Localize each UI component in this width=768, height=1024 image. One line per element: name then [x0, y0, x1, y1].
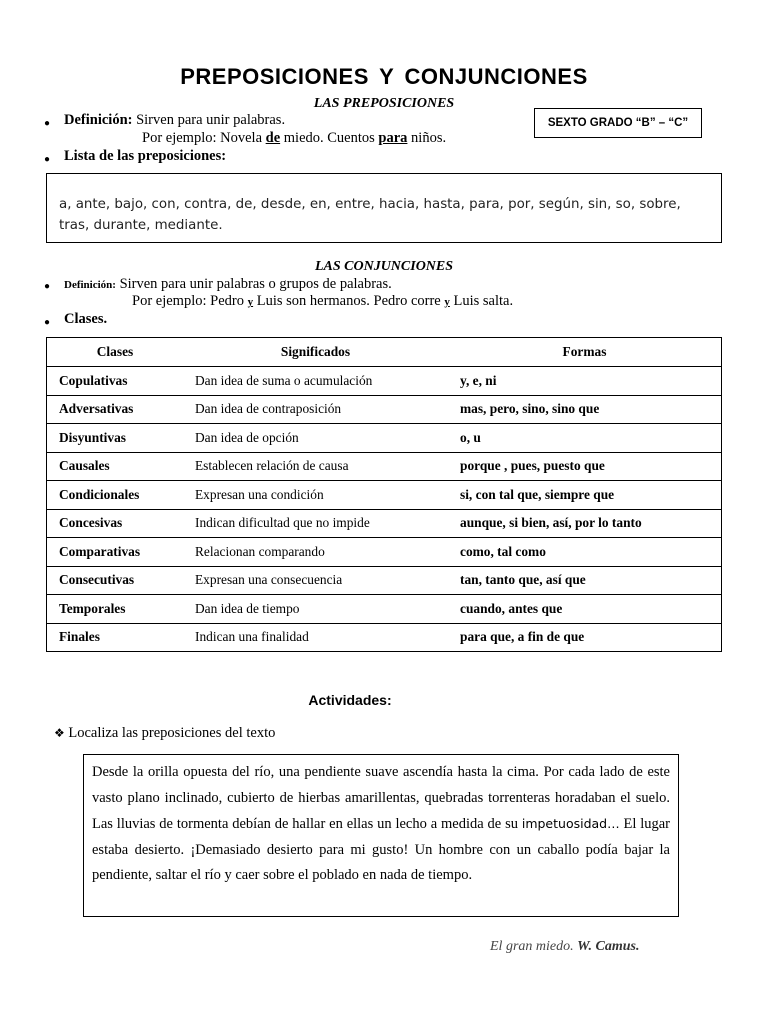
prep-example-prefix: Por ejemplo: Novela	[142, 130, 263, 146]
header-formas: Formas	[448, 338, 722, 367]
reading-text-part2: El lugar estaba desierto. ¡Demasiado desierto para mi gusto! Un hombre con un caballo podía bajar la pendiente, saltar el río y caer sobre el poblado en nada de tiempo.	[92, 816, 671, 883]
prep-definition	[64, 112, 285, 129]
table-cell-formas: porque , pues, puesto que	[448, 452, 722, 481]
table-cell-clase: Disyuntivas	[47, 424, 184, 453]
table-row	[47, 424, 722, 453]
table-cell-formas: mas, pero, sino, sino que	[448, 395, 722, 424]
table-cell-clase: Concesivas	[47, 509, 184, 538]
table-cell-clase: Condicionales	[47, 481, 184, 510]
conj-example-prefix: Por ejemplo: Pedro	[132, 293, 244, 309]
table-row	[47, 623, 722, 652]
table-cell-clase: Consecutivas	[47, 566, 184, 595]
prep-example-suffix: niños.	[411, 130, 447, 146]
table-cell-formas: o, u	[448, 424, 722, 453]
grade-label: SEXTO GRADO “B” – “C”	[534, 108, 702, 138]
bullet-icon: ●	[44, 154, 51, 165]
prep-example-mid: miedo. Cuentos	[283, 130, 375, 146]
prep-list: a, ante, bajo, con, contra, de, desde, en, entre, hacia, hasta, para, por, según, sin, so, sobre, tras, durante, mediante.	[46, 173, 722, 243]
prep-example-word2: para	[378, 130, 408, 146]
table-cell-significado: Dan idea de opción	[183, 424, 448, 453]
table-row	[47, 395, 722, 424]
table-cell-significado: Expresan una consecuencia	[183, 566, 448, 595]
table-cell-significado: Dan idea de tiempo	[183, 595, 448, 624]
prep-def-label: Definición:	[64, 112, 133, 128]
table-cell-significado: Establecen relación de causa	[183, 452, 448, 481]
bullet-icon: ●	[44, 118, 51, 129]
table-cell-formas: si, con tal que, siempre que	[448, 481, 722, 510]
conj-example-suffix: Luis salta.	[453, 293, 514, 309]
table-cell-formas: aunque, si bien, así, por lo tanto	[448, 509, 722, 538]
table-row	[47, 481, 722, 510]
prep-example	[142, 130, 446, 147]
table-cell-clase: Temporales	[47, 595, 184, 624]
table-cell-formas: para que, a fin de que	[448, 623, 722, 652]
table-cell-formas: como, tal como	[448, 538, 722, 567]
conj-example-word2: y	[444, 296, 450, 308]
table-cell-clase: Copulativas	[47, 367, 184, 396]
table-row	[47, 538, 722, 567]
table-row	[47, 452, 722, 481]
table-row	[47, 509, 722, 538]
table-cell-significado: Indican dificultad que no impide	[183, 509, 448, 538]
activity-instruction-text: Localiza las preposiciones del texto	[68, 725, 276, 741]
diamond-bullet-icon: ❖	[54, 726, 65, 740]
preposiciones-heading: LAS PREPOSICIONES	[313, 96, 455, 111]
table-cell-significado: Expresan una condición	[183, 481, 448, 510]
conj-def-text: Sirven para unir palabras o grupos de palabras.	[119, 276, 392, 292]
table-cell-formas: y, e, ni	[448, 367, 722, 396]
conj-definition	[64, 276, 392, 293]
conj-example-mid: Luis son hermanos. Pedro corre	[256, 293, 441, 309]
conj-example	[132, 293, 513, 310]
prep-def-text: Sirven para unir palabras.	[136, 112, 286, 128]
table-cell-significado: Relacionan comparando	[183, 538, 448, 567]
table-cell-clase: Comparativas	[47, 538, 184, 567]
table-cell-formas: tan, tanto que, así que	[448, 566, 722, 595]
bullet-icon: ●	[44, 281, 51, 292]
conjunciones-heading: LAS CONJUNCIONES	[314, 259, 454, 274]
prep-list-label: Lista de las preposiciones:	[64, 148, 227, 164]
table-row	[47, 367, 722, 396]
table-header-row	[47, 338, 722, 367]
header-significados: Significados	[183, 338, 448, 367]
table-cell-clase: Causales	[47, 452, 184, 481]
reading-text	[83, 754, 679, 917]
table-cell-clase: Finales	[47, 623, 184, 652]
reading-text-part1: Desde la orilla opuesta del río, una pendiente suave ascendía hasta la cima. Por cada lado de este vasto plano inclinado, cubierto de hierbas amarillentas, quebradas torrenteras horadaban el suelo. Las lluvias de tormenta debían de hallar en ellas un lecho a medida de su	[92, 764, 670, 832]
conj-example-word1: y	[247, 296, 254, 308]
page-title: PREPOSICIONES Y CONJUNCIONES	[180, 64, 588, 89]
activity-instruction	[54, 725, 275, 742]
table-cell-significado: Dan idea de suma o acumulación	[183, 367, 448, 396]
reading-text-word: impetuosidad…	[521, 816, 620, 831]
table-cell-significado: Dan idea de contraposición	[183, 395, 448, 424]
table-row	[47, 595, 722, 624]
activities-heading: Actividades:	[308, 692, 392, 708]
source-author: W. Camus.	[577, 939, 640, 954]
conjunctions-table	[46, 337, 722, 652]
table-cell-significado: Indican una finalidad	[183, 623, 448, 652]
source-citation	[490, 939, 639, 955]
conj-classes-label: Clases.	[64, 311, 108, 327]
bullet-icon: ●	[44, 317, 51, 328]
source-title: El gran miedo.	[490, 939, 574, 954]
table-cell-formas: cuando, antes que	[448, 595, 722, 624]
conj-def-label: Definición:	[64, 279, 116, 291]
prep-example-word1: de	[265, 130, 281, 146]
table-row	[47, 566, 722, 595]
table-cell-clase: Adversativas	[47, 395, 184, 424]
header-clases: Clases	[47, 338, 184, 367]
